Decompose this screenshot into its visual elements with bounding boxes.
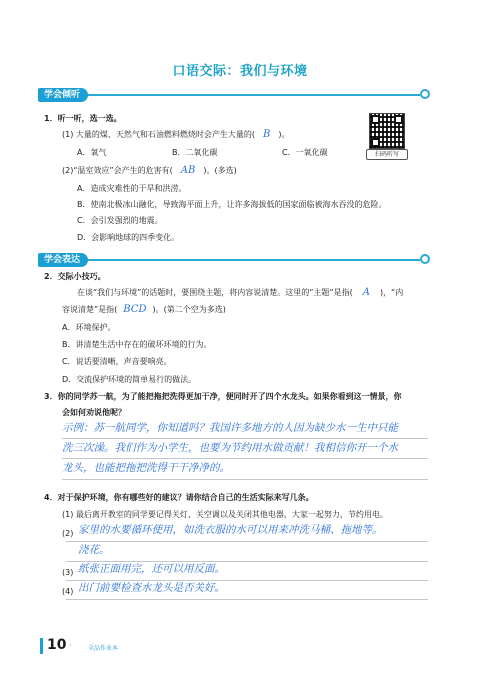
q4-heading: 4．对于保护环境，你有哪些好的建议？请你结合自己的生活实际来写几条。 xyxy=(44,493,314,502)
q2-option-d: D．交流保护环境的简单易行的做法。 xyxy=(62,375,197,384)
q1-p2-option-a: A．造成灾难性的干旱和洪涝。 xyxy=(77,184,187,193)
answer-rule xyxy=(66,561,428,562)
answer-rule xyxy=(62,458,428,459)
q2-option-a: A．环境保护。 xyxy=(62,323,116,332)
q2-line1: 在谈“我们与环境”的话题时，要围绕主题，将内容说清楚。这里的“主题”是指( A )，“内 xyxy=(77,287,404,298)
footer-dot: · xyxy=(69,641,72,650)
q1-p1-option-b: B．二氧化碳 xyxy=(172,148,218,157)
answer-rule xyxy=(62,438,428,439)
q3-heading-line1: 3．你的同学苏一航，为了能把拖把洗得更加干净，便同时开了四个水龙头。如果你看到这一情景，你 xyxy=(44,392,402,401)
q2-answer-2: BCD xyxy=(123,304,147,315)
q4-item-1: (1) 最后离开教室的同学要记得关灯、关空调以及关闭其他电器，大家一起努力，节约用电。 xyxy=(62,510,388,519)
answer-rule xyxy=(66,580,428,581)
q2-line2: 容说清楚”是指( BCD )。(第二个空为多选) xyxy=(62,304,226,315)
qr-label: 扫码听写 xyxy=(366,149,408,160)
q1-p2-answer: AB xyxy=(180,165,196,176)
section-header-listen xyxy=(38,88,430,102)
q4-item-2-number: (2) xyxy=(62,529,74,538)
q2-option-c: C．说话要清晰，声音要响亮。 xyxy=(62,357,172,366)
q2-option-b: B．讲清楚生活中存在的破坏环境的行为。 xyxy=(62,340,212,349)
section-end-circle-icon xyxy=(420,254,430,264)
q4-item-4: 出门前要检查水龙头是否关好。 xyxy=(78,582,225,594)
q1-p1-option-c: C．一氧化碳 xyxy=(282,148,328,157)
q1-heading: 1．听一听，选一选。 xyxy=(44,114,122,123)
q4-item-2-line-1: 家里的水要循环使用，如洗衣服的水可以用来冲洗马桶、拖地等。 xyxy=(78,524,383,536)
q4-item-4-number: (4) xyxy=(62,587,74,596)
q1-p1-option-a: A．氧气 xyxy=(77,148,107,157)
q4-item-2-line-2: 浇花。 xyxy=(78,544,110,556)
answer-rule xyxy=(66,599,428,600)
qr-code-icon[interactable] xyxy=(369,113,405,149)
q3-answer-line-3: 龙头，也能把拖把洗得干干净净的。 xyxy=(62,462,230,474)
q4-item-3-number: (3) xyxy=(62,568,74,577)
answer-rule xyxy=(62,479,428,480)
page-number: 10 xyxy=(47,637,67,653)
q1-p2-option-b: B．使南北极冰山融化，导致海平面上升，让许多海拔低的国家面临被海水吞没的危险。 xyxy=(77,200,387,209)
page-title: 口语交际：我们与环境 xyxy=(172,64,308,79)
footer-accent-bar xyxy=(40,638,43,654)
q3-heading-line2: 会如何劝说他呢？ xyxy=(62,408,126,417)
q1-p1-answer: B xyxy=(263,129,271,140)
q2-heading: 2．交际小技巧。 xyxy=(44,272,106,281)
q1-p1-stem: (1) 大量的煤、天然气和石油燃料燃烧时会产生大量的( B )。 xyxy=(62,129,290,140)
section-label-listen: 学会倾听 xyxy=(38,88,88,102)
q1-p2-option-c: C．会引发强烈的地震。 xyxy=(77,216,163,225)
q4-item-3: 纸张正面用完，还可以用反面。 xyxy=(78,563,225,575)
q3-answer-line-1: 示例：苏一航同学，你知道吗？我国许多地方的人因为缺少水一生中只能 xyxy=(62,422,398,434)
q3-answer-line-2: 洗三次澡。我们作为小学生，也要为节约用水做贡献！我相信你开一个水 xyxy=(62,442,398,454)
q2-answer-1: A xyxy=(362,287,370,298)
footer-book-name: 全品作业本 xyxy=(88,645,119,652)
section-label-express: 学会表达 xyxy=(38,253,88,267)
section-end-circle-icon xyxy=(420,89,430,99)
answer-rule xyxy=(66,541,428,542)
q1-p2-option-d: D．会影响地球的四季变化。 xyxy=(77,233,180,242)
section-header-express xyxy=(38,253,430,267)
q1-p2-stem: (2)“温室效应”会产生的危害有( AB )。(多选) xyxy=(62,165,237,176)
